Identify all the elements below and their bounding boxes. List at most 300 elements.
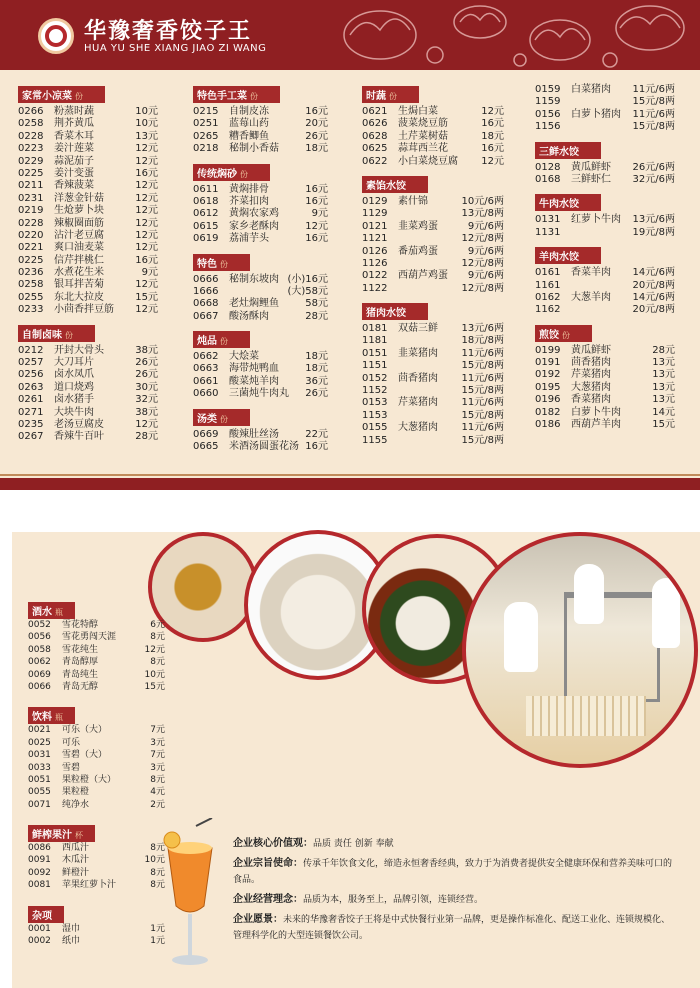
menu-item [28,749,165,761]
menu-item-code: 0615 [193,220,219,232]
section-title [535,247,601,264]
menu-item-code: 0069 [28,669,51,680]
menu-item-code: 0271 [18,406,44,418]
menu-item-name: 荆芥黄瓜 [54,118,94,130]
menu-item [18,267,158,279]
company-value-label: 企业核心价值观： [233,838,313,849]
menu-item-price: 10元 [144,855,165,866]
menu-item [193,143,328,155]
menu-item-name: 白萝卜牛肉 [571,406,621,418]
company-values [233,836,673,948]
menu-item [193,351,328,363]
menu-item-code: 1121 [362,233,388,245]
section-title [18,325,95,342]
menu-item-price: 13元/8两 [461,208,504,220]
menu-item-price: 3元 [150,762,165,773]
menu-item [362,422,504,434]
menu-column-3 [362,84,504,447]
menu-item-price: 11元/6两 [461,397,504,409]
menu-item-name: 辣椒圈面筋 [54,217,104,229]
menu-item-price: 16元 [305,106,328,117]
menu-item [193,376,328,388]
menu-item-code: 0058 [28,644,51,655]
menu-item-price: 20元/8两 [632,304,675,316]
menu-item-price: 11元/6两 [632,108,675,120]
menu-item-code: 0667 [193,310,219,322]
menu-item [28,842,165,854]
menu-item-code: 1162 [535,304,561,316]
menu-item [362,106,504,118]
menu-item [535,227,675,239]
menu-item [535,214,675,226]
menu-item-price: 26元 [135,369,158,381]
menu-item-name: 蓝莓山药 [229,118,269,130]
section-title-text: 羊肉水饺 [539,252,579,264]
menu-item-name: 西瓜汁 [62,843,90,854]
menu-item-name: 自制皮冻 [229,106,269,117]
menu-item-code: 0261 [18,394,44,406]
section-title-text: 煎饺 [539,329,559,341]
menu-item-name: 苹果红萝卜汁 [62,880,117,891]
menu-item [193,274,328,286]
menu-item-price: 15元 [144,681,165,692]
menu-item [18,180,158,192]
menu-item-code: 0031 [28,750,51,761]
menu-item-price: 22元 [305,428,328,440]
menu-item [18,156,158,168]
menu-item [362,410,504,422]
menu-item-name: 大烩菜 [229,351,259,363]
menu-item-price: 28元 [135,431,158,443]
menu-item-name [398,435,462,447]
menu-item-price: 14元/6两 [632,267,675,279]
menu-item [28,619,165,631]
menu-item [18,242,158,254]
header-banner [0,0,700,70]
menu-item [362,196,504,208]
menu-item [535,345,675,357]
menu-item-name: 湿巾 [62,923,81,934]
menu-item-price: 38元 [135,344,158,356]
menu-item-code: 0256 [18,369,44,381]
section-unit-tag: 份 [562,330,570,340]
section-title-text: 鲜榨果汁 [32,830,72,842]
menu-item-price: 11元/6两 [632,84,675,95]
menu-item-code: 0086 [28,843,51,854]
menu-item-price: 6元 [150,620,165,630]
menu-item-price: 9元/6两 [467,245,504,257]
menu-item [535,96,675,108]
menu-item-name: 姜汁变蛋 [54,167,94,179]
brand-name-cn: 华豫奢香饺子王 [84,19,253,44]
menu-item-price: 13元/6两 [632,214,675,226]
menu-item-price: 13元 [652,357,675,369]
menu-item-code: 0121 [362,220,388,232]
menu-item-price: 12元 [481,155,504,167]
menu-item [362,373,504,385]
menu-item [535,304,675,316]
menu-item-name: 纸巾 [62,936,81,947]
menu-item-code: 0218 [193,143,219,155]
menu-item-code: 0159 [535,84,561,95]
section-title [193,86,280,103]
section-title [18,86,105,103]
section-title-text: 猪肉水饺 [366,308,406,320]
menu-item-name: 道口烧鸡 [54,381,94,393]
menu-item-price: 15元/8两 [461,409,504,421]
section-title-text: 时蔬 [366,91,386,102]
menu-item-price: 16元 [305,441,328,453]
menu-item-name: 番茄鸡蛋 [398,245,438,257]
section-title [535,194,601,211]
section-title [28,707,75,724]
menu-item-code: 0155 [362,422,388,434]
menu-item-code: 0062 [28,657,51,668]
menu-item [193,221,328,233]
menu-item-price: 15元/8两 [632,96,675,108]
menu-item [18,131,158,143]
menu-item-code: 1122 [362,282,388,294]
menu-item-name: 酸菜炖羊肉 [229,375,279,387]
menu-item-name: 西葫芦鸡蛋 [398,270,448,282]
menu-item-code: 0618 [193,195,219,207]
menu-item-name [571,227,633,239]
menu-item [18,143,158,155]
section-unit-tag: 份 [389,92,397,101]
menu-item-price: 14元/6两 [632,291,675,303]
menu-item-name: 酸汤酥肉 [229,310,269,322]
menu-item-code: 0212 [18,344,44,356]
menu-item-price: (大)58元 [287,285,328,297]
menu-item-price: 12元 [135,304,158,316]
menu-item-code: 1666 [193,285,219,297]
menu-item-code: 0066 [28,681,51,692]
menu-item-name: 姜汁莲菜 [54,143,94,155]
menu-item [28,644,165,656]
menu-item-price: 12元 [135,192,158,204]
menu-item-code: 0152 [362,372,388,384]
menu-item-name: 白萝卜猪肉 [571,108,621,120]
menu-item-code: 0156 [535,108,561,120]
menu-item-name: 大刀耳片 [54,357,94,369]
menu-item-price: 9元/6两 [467,220,504,232]
menu-item-code: 0220 [18,229,44,241]
menu-item-name: 大葱猪肉 [571,381,611,393]
menu-item [362,118,504,130]
menu-item-name: 洋葱金针菇 [54,192,104,204]
menu-item-price: 15元/8两 [632,121,675,133]
menu-item [18,419,158,431]
menu-item-code: 0235 [18,418,44,430]
menu-item-price: 15元/8两 [461,434,504,446]
menu-item-name: 黄焖农家鸡 [229,208,279,220]
menu-item-code: 0215 [193,106,219,117]
menu-item [18,292,158,304]
menu-item-price: 12元 [135,418,158,430]
menu-item-code: 0666 [193,273,219,285]
menu-item-name: 雪花勇闯天涯 [62,632,117,643]
menu-item-name: 雪花纯生 [62,644,99,655]
menu-item-name: 青岛纯生 [62,669,99,680]
menu-item-price: 2元 [150,799,165,810]
menu-item-price: 20元/8两 [632,279,675,291]
section-unit-tag: 份 [220,259,228,269]
menu-item-code: 1159 [535,96,561,108]
menu-item-code: 1151 [362,360,388,372]
menu-item-name: 大葱羊肉 [571,291,611,303]
menu-item-name: 青岛醇厚 [62,657,99,668]
menu-item [193,286,328,298]
menu-item-price: 13元 [652,381,675,393]
menu-item-name: 小白菜烧豆腐 [398,155,458,167]
menu-item-name [398,283,462,295]
menu-item-code: 0265 [193,130,219,142]
menu-item-price: 16元 [135,254,158,266]
company-value-row [233,836,673,852]
menu-item [193,106,328,118]
menu-item [18,345,158,357]
menu-item-code: 0233 [18,304,44,316]
menu-item [362,258,504,270]
menu-item [362,246,504,258]
drinks-column [28,600,165,947]
menu-item [18,304,158,316]
menu-item-price: 15元/8两 [461,385,504,397]
menu-item [193,388,328,400]
section-title-text: 自制卤味 [22,329,62,341]
menu-item-code: 0229 [18,155,44,167]
menu-item-name: 糟香鲫鱼 [229,130,269,142]
menu-item-price: 12元 [135,279,158,291]
menu-item-name: 木瓜汁 [62,855,90,866]
menu-item-price: (小)16元 [287,273,328,285]
menu-item-name: 素什锦 [398,195,428,207]
menu-item-name: 雪碧 [62,762,81,773]
menu-item [362,143,504,155]
menu-item-price: 28元 [652,344,675,356]
menu-item [362,397,504,409]
menu-item [362,156,504,168]
menu-item-price: 13元 [652,369,675,381]
menu-item-price: 58元 [305,298,328,310]
menu-panel-top [0,0,700,490]
section-unit-tag: 份 [250,92,258,101]
menu-item-name: 黄瓜鲜虾 [571,161,611,173]
menu-item-price: 12元/8两 [461,233,504,245]
menu-item-price: 16元 [135,167,158,179]
menu-item-name [571,304,633,316]
menu-item [28,867,165,879]
menu-item-code: 0126 [362,245,388,257]
menu-item-name: 荔浦芋头 [229,233,269,245]
menu-item-name [571,280,633,292]
menu-item-name: 老灶焖鲤鱼 [229,298,279,310]
section-title-text: 特色 [197,258,217,270]
menu-item-name: 沾汁老豆腐 [54,229,104,241]
menu-item-code: 0662 [193,351,219,363]
menu-item-code: 0619 [193,233,219,245]
menu-item [28,669,165,681]
menu-item-code: 0225 [18,167,44,179]
menu-item-price: 12元 [135,242,158,254]
menu-item-price: 7元 [150,750,165,761]
menu-item [535,280,675,292]
menu-item-name: 香菜羊肉 [571,267,611,279]
menu-item-name [398,335,462,347]
section-unit-tag: 份 [240,169,248,179]
menu-item [18,106,158,118]
menu-item [362,208,504,220]
menu-item-code: 0223 [18,143,44,155]
menu-item-code: 0186 [535,419,561,431]
menu-item [28,935,165,947]
menu-item [535,382,675,394]
menu-item-name: 果粒橙（大） [62,774,117,785]
section-title-text: 牛肉水饺 [539,199,579,211]
brand-name-en: HUA YU SHE XIANG JIAO ZI WANG [84,43,267,54]
menu-item [18,431,158,443]
menu-item-price: 12元 [135,217,158,229]
menu-item-name [571,96,633,108]
menu-item [28,762,165,774]
menu-item-name: 粉蒸时蔬 [54,106,94,117]
menu-item-name [571,121,633,133]
menu-item-code: 0199 [535,344,561,356]
section-unit-tag: 杯 [75,831,83,841]
menu-item-name: 三鲜虾仁 [571,173,611,185]
menu-item-code: 0151 [362,347,388,359]
section-title [535,142,601,159]
menu-item-name: 芹菜猪肉 [398,397,438,409]
menu-item-code: 0219 [18,205,44,217]
menu-item-name: 生焗白菜 [398,106,438,117]
menu-item-name: 双菇三鲜 [398,323,438,335]
menu-item [535,174,675,186]
menu-item-name: 生炝萝卜块 [54,205,104,217]
footer-stripe-thin [0,474,700,476]
menu-item-price: 8元 [150,880,165,891]
section-title [362,176,428,193]
menu-item-price: 16元 [481,143,504,155]
section-unit-tag: 份 [75,92,83,101]
section-unit-tag: 份 [220,414,228,424]
menu-item-price: 16元 [305,233,328,245]
menu-item-code: 0225 [18,254,44,266]
menu-item-code: 0628 [362,130,388,142]
company-value-row [233,856,673,888]
menu-item-name: 芥菜扣肉 [229,195,269,207]
section-title-text: 汤类 [197,413,217,425]
menu-item-name: 纯净水 [62,799,90,810]
section-title [535,325,592,342]
menu-item-price: 12元 [135,229,158,241]
juice-glass-illustration [160,818,220,978]
section-unit-tag: 瓶 [55,713,63,723]
menu-item [193,441,328,453]
menu-item [193,208,328,220]
menu-item-code: 1131 [535,226,561,238]
menu-item [193,131,328,143]
menu-column-4 [535,84,675,431]
photo-strip [148,530,700,770]
menu-item [18,407,158,419]
menu-item-code: 1161 [535,279,561,291]
menu-item [28,879,165,891]
menu-item-price: 18元 [481,130,504,142]
menu-item [28,681,165,693]
menu-item-code: 0055 [28,787,51,798]
menu-item-name: 菠菜烧豆筋 [398,118,448,130]
menu-item [193,233,328,245]
menu-item-price: 18元 [305,143,328,155]
menu-item-name: 韭菜鸡蛋 [398,220,438,232]
menu-item-price: 10元/6两 [461,195,504,207]
menu-item [28,923,165,935]
section-title-text: 酒水 [32,607,52,618]
company-value-text: 传承千年饮食文化，缔造永恒奢香经典，致力于为消费者提供安全健康环保和营养美味可口的食品。 [233,859,673,885]
menu-item-price: 26元/6两 [632,161,675,173]
menu-item-price: 16元 [305,195,328,207]
section-title-text: 家常小凉菜 [22,91,72,102]
menu-item-price: 12元/8两 [461,257,504,269]
menu-item-code: 0231 [18,192,44,204]
menu-item-name: 鲜橙汁 [62,867,90,878]
menu-item-price: 18元/8两 [461,335,504,347]
menu-item-code: 0001 [28,923,51,934]
menu-item [362,233,504,245]
menu-item-name: 香菜木耳 [54,130,94,142]
menu-item-code: 0228 [18,217,44,229]
menu-item-name: 秘制小香菇 [229,143,279,155]
section-title [193,331,250,348]
menu-item [362,360,504,372]
menu-item-code: 0131 [535,214,561,226]
menu-item-price: 16元 [481,118,504,130]
menu-item-name: 家乡老酥肉 [229,220,279,232]
menu-item-code: 0660 [193,388,219,400]
menu-item-price: 10元 [144,669,165,680]
section-title [28,825,95,842]
section-unit-tag: 份 [220,337,228,347]
company-value-label: 企业宗旨使命： [233,858,303,869]
menu-item [18,168,158,180]
menu-item-name: 红萝卜牛肉 [571,214,621,226]
menu-item-name: 爽口油麦菜 [54,242,104,254]
menu-item-code: 0661 [193,375,219,387]
menu-item-code: 1126 [362,257,388,269]
section-unit-tag: 瓶 [55,608,63,617]
menu-item-price: 26元 [135,357,158,369]
menu-item-code: 0622 [362,155,388,167]
menu-item [18,279,158,291]
menu-item [193,298,328,310]
menu-item-name: 土芹菜树菇 [398,130,448,142]
menu-item-code: 0221 [18,242,44,254]
menu-item-name: 香辣菠菜 [54,180,94,192]
menu-item-price: 26元 [305,130,328,142]
menu-item-code: 1155 [362,434,388,446]
menu-item [193,311,328,323]
menu-column-1 [18,84,158,444]
menu-item-price: 30元 [135,381,158,393]
section-title-text: 炖品 [197,336,217,348]
menu-item-code: 0251 [193,118,219,130]
menu-item [28,656,165,668]
menu-item [535,162,675,174]
menu-item [535,109,675,121]
company-value-text: 品质为本，服务至上，品牌引领，连锁经营。 [303,895,484,905]
menu-item-code: 0612 [193,208,219,220]
